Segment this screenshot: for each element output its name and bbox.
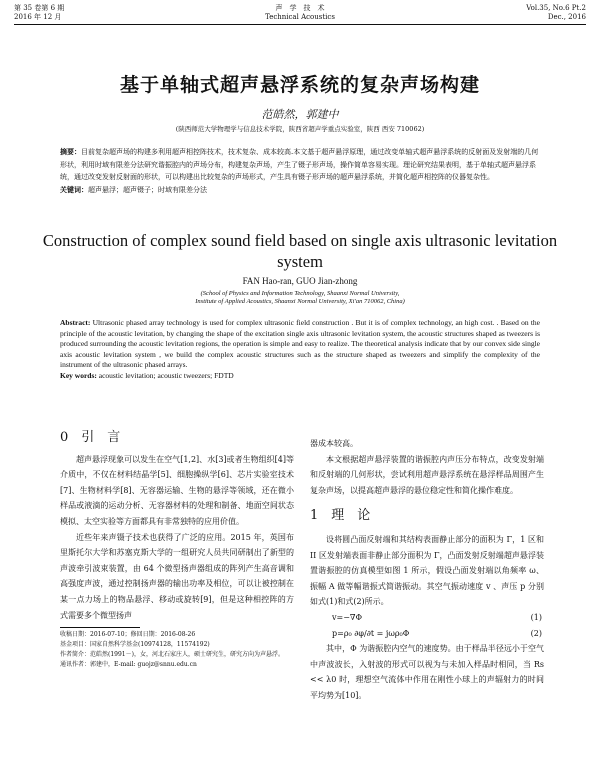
header-center (14, 4, 586, 22)
intro-paragraph-3: 本文根据超声悬浮装置的谐振腔内声压分布特点，改变发射端和反射端的几何形状，尝试利用超声悬浮系统在悬浮样品周围产生复杂声场，以提高超声悬浮的悬位稳定性和简化操作难度。 (310, 454, 544, 495)
keywords-en-label: Key words: (60, 370, 97, 380)
equation-1-number: (1) (530, 612, 542, 622)
equation-2-body: p=ρ₀ ∂φ/∂t = jωρ₀Φ (332, 628, 410, 638)
abstract-cn-text: 目前复杂超声场的构建多利用超声相控阵技术，技术复杂、成本较高.本文基于超声悬浮原理，通过改变单轴式超声悬浮系统的反射面及发射端的几何形状，利用时域有限差分法研究谐振腔内的声场分布，构建复杂声场，产生了镊子形声场，操作简单容易实现。理论研究结果表明，基于单轴式超声悬浮系统，通过改变发射反射面的形状，可以构建出比较复杂的声场形式，产生具有镊子形声场的超声悬浮系统，并简化超声相控阵的仪器复杂性。 (60, 148, 539, 181)
affiliation-cn: (陕西师范大学物理学与信息技术学院，陕西省超声学重点实验室，陕西 西安 710062) (175, 125, 425, 133)
keywords-cn-label: 关键词： (60, 184, 88, 194)
paper-title-en: Construction of complex sound field based on single axis ultrasonic levitation system (42, 231, 558, 271)
abstract-en-label: Abstract: (60, 318, 91, 327)
date-cn: 2016 年 12 月 (14, 13, 62, 21)
footnote-rule (60, 627, 140, 628)
affiliation-en (0, 290, 600, 306)
intro-paragraph-2: 近些年来声镊子技术也获得了广泛的应用。2015 年，英国布里斯托尔大学和苏塞克斯大学的一组研究人员共同研制出了新型的声波牵引波束装置，由 64 个微型扬声器组成的阵列产生高音调和高强度声波，通过控制扬声器的输出功率及相位，可以让被控制在某一点力场上的物品悬浮、移动或旋转[9]，但是这种相控阵的方式需要多个微型扬声 (60, 532, 294, 620)
date-en: Dec., 2016 (547, 13, 586, 21)
authors-en: FAN Hao-ran, GUO Jian-zhong (242, 276, 358, 286)
journal-name-en: Technical Acoustics (265, 13, 335, 21)
abstract-cn (60, 146, 540, 196)
equation-1 (310, 610, 544, 626)
equation-1-body: v=−∇Φ (332, 612, 363, 622)
footnote-corresponding: 通讯作者：郭建中，E-mail: guojz@snnu.edu.cn (60, 661, 197, 669)
header-right (526, 4, 586, 22)
authors-cn: 范皓然，郭建中 (261, 108, 339, 121)
section-1-title: 1 理 论 (310, 508, 371, 524)
footnote-received: 收稿日期：2016-07-10；修回日期：2016-08-26 (60, 631, 196, 639)
right-column (310, 436, 544, 704)
abstract-en-text: Ultrasonic phased array technology is used for complex ultrasonic field construction . But it is of complex technology, an high cost. . Based on the principle of the acoustic levitation, by changing the shape of the excitation single axis ultrasonic levitation system, the acoustic structures shaped as tweezers is produced surrounding the acoustic levitation regions, the operation is simple and easy to realize. The theoretical analysis indicate that by our convex side single axis acoustic levitation system , we build the complex acoustic structures such as the structure shaped as tweezers and simplify the complexity of the instrument of the ultrasonic phased arrays. (60, 318, 540, 369)
affiliation-en-line1: (School of Physics and Information Technology, Shaanxi Normal University, (200, 290, 400, 297)
paper-title-cn: 基于单轴式超声悬浮系统的复杂声场构建 (119, 74, 480, 96)
section-0-title: 0 引 言 (60, 430, 121, 445)
left-column (60, 430, 294, 670)
abstract-cn-label: 摘要： (60, 147, 81, 156)
equation-2 (310, 626, 544, 642)
header-rule (14, 24, 586, 25)
equation-2-number: (2) (530, 628, 542, 638)
keywords-en: acoustic levitation; acoustic tweezers; FDTD (96, 370, 234, 380)
affiliation-en-line2: Institute of Applied Acoustics, Shaanxi Normal University, Xi'an 710062, China) (195, 298, 405, 305)
footnote-funding: 基金项目：国家自然科学基金(10974128，11574192) (60, 641, 210, 649)
footnote-author-bio: 作者简介：范皓然(1991－)，女，河北石家庄人，硕士研究生，研究方向为声悬浮。 (60, 651, 284, 659)
continued-paragraph: 器成本较高。 (310, 439, 358, 448)
keywords-cn: 超声悬浮；超声镊子；时域有限差分法 (88, 185, 207, 194)
intro-paragraph-1: 超声悬浮现象可以发生在空气[1,2]、水[3]或者生物组织[4]等介质中，不仅在材料结晶学[5]、细胞操纵学[6]、芯片实验室技术[7]、生物材料学[8]、无容器运输、生物的悬浮等领域，还在微小样品或液滴的运动分析、无容器材料的处理和制备、地面空间状态模拟、太空实验等方面都具有非常独特的应用价值。 (60, 454, 294, 526)
theory-paragraph-1: 设将圆凸面反射端和其结构表面静止部分的面积为 Γ，1 区和 II 区发射端表面非静止部分面积为 Γ，凸面发射反射端超声悬浮装置谐振腔的仿真模型如图 1 所示，假设凸面发射端以角频率 ω、振幅 A 做等幅谐振式简谐振动。其空气振动速度 v 、声压 p 分别如式(1)和式(2)所示。 (310, 534, 544, 607)
abstract-en (60, 318, 540, 381)
volume-issue-en: Vol.35, No.6 Pt.2 (526, 4, 586, 12)
journal-name-cn: 声 学 技 术 (275, 4, 325, 12)
theory-paragraph-2: 其中，Φ 为谐振腔内空气的速度势。由于样品半径远小于空气中声波波长，入射波的形式可以视为与未加入样品时相同，当 Rs << λ0 时，理想空气流体中作用在刚性小球上的声辐射力的时间平均势为[10]。 (310, 644, 544, 700)
volume-issue-cn: 第 35 卷第 6 期 (14, 4, 65, 12)
